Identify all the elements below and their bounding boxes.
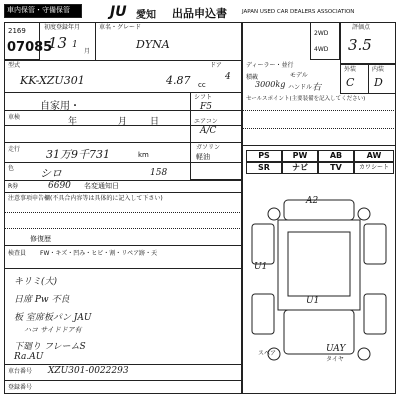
assoc-name-jp: 愛知	[136, 10, 156, 21]
km-unit: km	[138, 151, 149, 159]
memo-line-6: Ra.AU	[14, 352, 44, 362]
diagram-note-spare: スペア	[258, 350, 277, 357]
year-label: 初度登録年月	[44, 24, 81, 31]
memo-line-2: 日席 Pw 不良	[14, 295, 70, 305]
assoc-name-en: JAPAN USED CAR DEALERS ASSOCIATION	[242, 9, 355, 15]
inspect-label: 車検	[8, 114, 21, 121]
memo-line-5: 下廻り フレームS	[14, 342, 86, 352]
drive-2wd: 2WD	[314, 30, 329, 37]
divider	[4, 364, 242, 365]
diagram-note-a2: A2	[306, 196, 319, 206]
cc-unit: cc	[198, 81, 206, 89]
divider	[242, 128, 396, 129]
repair-label: 修復歴	[30, 235, 51, 243]
diagram-note-uay: UAY	[326, 344, 346, 354]
color-value: シロ	[40, 167, 62, 180]
memo-line-3: 板 室席板パン JAU	[14, 313, 92, 323]
chassis-value: XZU301-0022293	[48, 366, 129, 376]
shift-box	[190, 92, 242, 180]
divider	[4, 180, 242, 181]
divider	[4, 60, 242, 61]
memo-line-4: ハコ サイドドア有	[24, 326, 82, 334]
doors-value: 4	[225, 72, 231, 82]
selling-label: セールスポイント(主要装備を記入してください)	[246, 96, 366, 102]
chassis-label: 車台番号	[8, 368, 33, 375]
interior-value: D	[374, 76, 383, 89]
divider	[242, 145, 396, 146]
inspect-day-unit: 日	[150, 117, 160, 127]
divider	[4, 228, 242, 229]
grade-value: 3.5	[348, 36, 372, 54]
shift-value: F5	[200, 102, 212, 112]
equip-aw: AW	[354, 150, 394, 162]
divider	[4, 268, 242, 269]
divider	[368, 64, 369, 94]
equip-leather: カワシート	[354, 162, 394, 174]
model-yr-label: モデル	[290, 72, 308, 79]
handle-value: 右	[312, 83, 322, 93]
use-label: 自家用・	[40, 101, 80, 112]
divider	[4, 192, 242, 193]
diagram-note-u1b: U1	[306, 296, 320, 306]
divider	[242, 110, 396, 111]
cc-value: 4.87	[166, 74, 191, 87]
divider	[95, 22, 96, 60]
lot-number: 07085	[7, 40, 53, 55]
ac-label: エアコン	[194, 118, 218, 125]
ju-logo: JU	[110, 4, 127, 20]
divider	[4, 380, 242, 381]
model-label: 車名・グレード	[99, 24, 142, 31]
handle-label: ハンドル	[288, 84, 313, 91]
inspection-label: 検査員	[8, 250, 27, 257]
reg-label: 登録番号	[8, 384, 33, 391]
r-label: R券	[8, 183, 19, 190]
capacity-label: 積載	[246, 74, 259, 81]
grade-label: 評価点	[352, 24, 371, 31]
fuel-code-value: 158	[150, 168, 168, 178]
exterior-label: 外装	[344, 66, 357, 73]
color-label: 色	[8, 165, 15, 172]
inspection-options: FW・キズ・凹み・ヒビ・割・リペア跡・天	[40, 250, 158, 257]
type-value: KK-XZU301	[20, 74, 85, 87]
ac-value: A/C	[200, 126, 217, 136]
divider	[4, 212, 242, 213]
equip-ps: PS	[246, 150, 282, 162]
equip-ab: AB	[318, 150, 354, 162]
fuel-value: 軽油	[196, 153, 210, 161]
fuel-label: ガソリン	[196, 144, 221, 151]
month-unit: 月	[84, 48, 91, 55]
lot-label: 2169	[8, 27, 26, 35]
month-value: 1	[72, 40, 78, 50]
type-label: 型式	[8, 62, 21, 69]
diagram-note-u1: U1	[254, 262, 268, 272]
mileage-label: 走行	[8, 146, 21, 153]
interior-label: 内装	[372, 66, 385, 73]
inspect-month-unit: 月	[118, 117, 128, 127]
dealer-label: ディーラー・並行	[246, 62, 294, 69]
equip-navi: ナビ	[282, 162, 318, 174]
form-title: 出品申込書	[172, 7, 227, 20]
capacity-value: 3000kg	[255, 80, 286, 89]
model-value: DYNA	[136, 38, 170, 51]
diagram-note-tire: タイヤ	[326, 356, 344, 363]
shift-label: シフト	[194, 94, 213, 101]
divider	[4, 245, 242, 246]
year-value: 13	[48, 34, 68, 52]
equip-tv: TV	[318, 162, 354, 174]
doors-label: ドア	[210, 62, 222, 69]
owner-label: 名変通知日	[84, 182, 119, 190]
exterior-value: C	[346, 76, 355, 89]
equip-sr: SR	[246, 162, 282, 174]
drive-box	[310, 22, 340, 60]
memo-line-1: キリミ(大)	[14, 277, 58, 287]
drive-4wd: 4WD	[314, 46, 329, 53]
notes-label: 注意事項申告欄(不具合内容等は具体的に記入して下さい)	[8, 195, 163, 202]
equip-pw: PW	[282, 150, 318, 162]
r-value: 6690	[48, 181, 71, 191]
storage-label: 車内保管・守備保管	[7, 6, 70, 14]
inspect-year-unit: 年	[68, 117, 78, 127]
mileage-value: 31万9千731	[46, 148, 110, 161]
